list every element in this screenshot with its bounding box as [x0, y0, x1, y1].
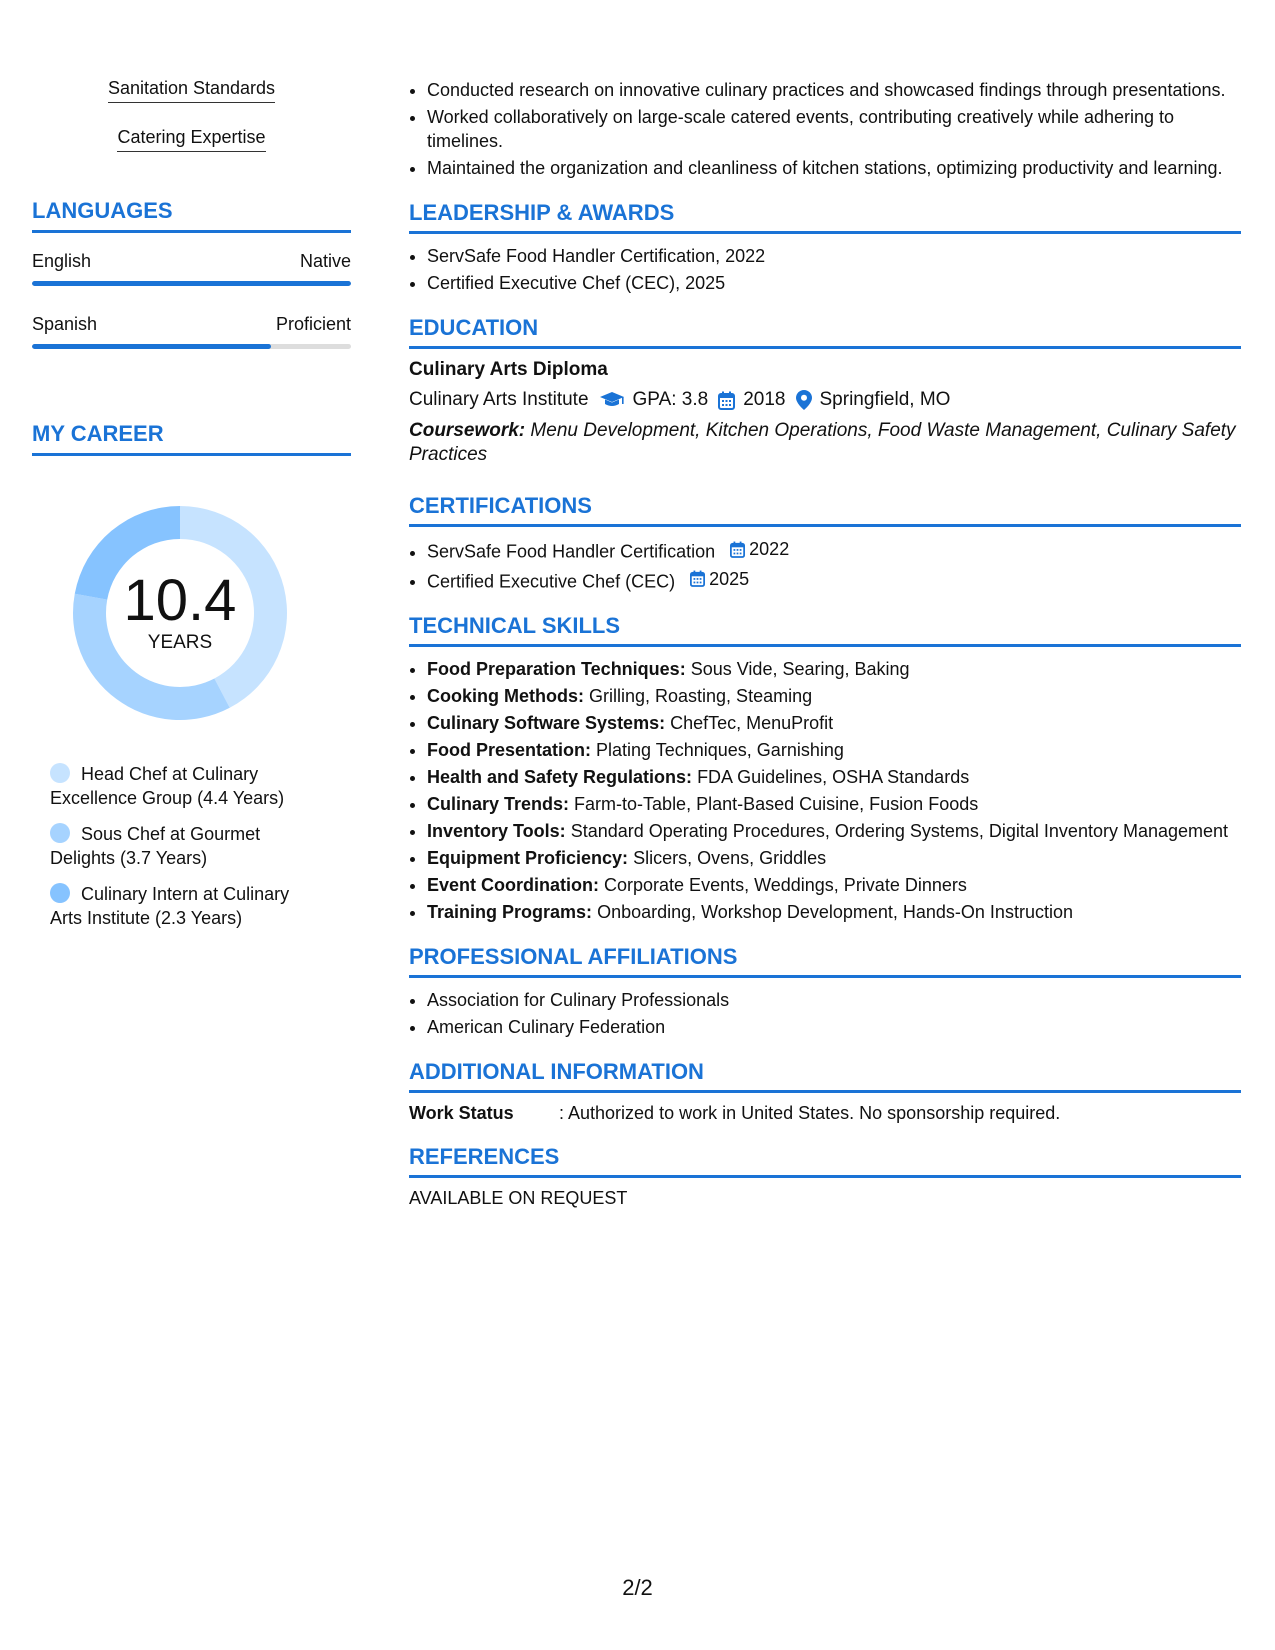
language-level: Proficient — [275, 314, 351, 334]
legend-item: Culinary Intern at Culinary Arts Institute (2.3 Years) — [50, 884, 290, 928]
language-row — [32, 314, 351, 349]
experience-bullets — [409, 78, 1241, 180]
list-item: • Cooking Methods: Grilling, Roasting, Steaming — [427, 684, 1241, 708]
list-item: • Worked collaboratively on large-scale catered events, contributing creatively while adhering to timelines. — [427, 105, 1241, 153]
calendar-icon — [730, 541, 745, 558]
legend-item: Head Chef at Culinary Excellence Group (4.4 Years) — [50, 764, 285, 808]
list-item: • Event Coordination: Corporate Events, Weddings, Private Dinners — [427, 873, 1241, 897]
work-status-row — [409, 1103, 1241, 1124]
main-content — [409, 78, 1241, 1209]
languages-heading: LANGUAGES — [32, 198, 351, 233]
legend-dot — [50, 883, 70, 903]
technical-skills-list — [409, 657, 1241, 924]
language-level: Native — [299, 251, 351, 271]
legend-item: Sous Chef at Gourmet Delights (3.7 Years) — [50, 824, 261, 868]
coursework: Coursework: Menu Development, Kitchen Operations, Food Waste Management, Culinary Safety Practices — [409, 420, 1236, 465]
list-item: • Health and Safety Regulations: FDA Guidelines, OSHA Standards — [427, 765, 1241, 789]
degree-title: Culinary Arts Diploma — [409, 359, 608, 380]
skill-item: Sanitation Standards — [32, 78, 351, 103]
list-item: • Culinary Trends: Farm-to-Table, Plant-Based Cuisine, Fusion Foods — [427, 792, 1241, 816]
list-item: • ServSafe Food Handler Certification 2022 — [427, 537, 1241, 564]
legend-dot — [50, 763, 70, 783]
graduation-cap-icon — [599, 391, 625, 409]
certifications-list — [409, 537, 1241, 593]
language-bar — [32, 281, 351, 286]
list-item: • Certified Executive Chef (CEC), 2025 — [427, 271, 1241, 295]
career-donut — [67, 500, 293, 726]
school-name: Culinary Arts Institute — [409, 389, 589, 410]
leadership-list — [409, 244, 1241, 295]
career-total: 10.4 — [123, 568, 237, 633]
education-details — [409, 389, 1241, 411]
page-number: 2/2 — [622, 1575, 653, 1600]
list-item: • Maintained the organization and cleanliness of kitchen stations, optimizing productivity and learning. — [427, 156, 1241, 180]
language-bar-fill — [32, 281, 351, 286]
career-legend — [50, 762, 310, 930]
list-item: • Certified Executive Chef (CEC) 2025 — [427, 567, 1241, 594]
references-text: AVAILABLE ON REQUEST — [409, 1188, 628, 1208]
career-heading: MY CAREER — [32, 421, 351, 456]
calendar-icon — [690, 570, 705, 587]
language-name: Spanish — [32, 314, 98, 334]
work-status-label: Work Status — [409, 1103, 514, 1123]
list-item: • American Culinary Federation — [427, 1015, 1241, 1039]
leadership-heading: LEADERSHIP & AWARDS — [409, 200, 1241, 234]
skill-item: Catering Expertise — [32, 127, 351, 152]
education-heading: EDUCATION — [409, 315, 1241, 349]
list-item: • Food Presentation: Plating Techniques, Garnishing — [427, 738, 1241, 762]
list-item: • Conducted research on innovative culinary practices and showcased findings through presentations. — [427, 78, 1241, 102]
graduation-year: 2018 — [743, 389, 786, 410]
affiliations-heading: PROFESSIONAL AFFILIATIONS — [409, 944, 1241, 978]
list-item: • Training Programs: Onboarding, Workshop Development, Hands-On Instruction — [427, 900, 1241, 924]
legend-dot — [50, 823, 70, 843]
affiliations-list — [409, 988, 1241, 1039]
language-name: English — [32, 251, 92, 271]
school-location: Springfield, MO — [819, 389, 951, 410]
calendar-icon — [718, 391, 735, 410]
work-status-value: : Authorized to work in United States. No sponsorship required. — [559, 1103, 1061, 1123]
location-pin-icon — [796, 390, 812, 410]
list-item: • Association for Culinary Professionals — [427, 988, 1241, 1012]
list-item: • Food Preparation Techniques: Sous Vide, Searing, Baking — [427, 657, 1241, 681]
list-item: • Culinary Software Systems: ChefTec, MenuProfit — [427, 711, 1241, 735]
list-item: • ServSafe Food Handler Certification, 2022 — [427, 244, 1241, 268]
sidebar — [32, 78, 351, 942]
additional-info-heading: ADDITIONAL INFORMATION — [409, 1059, 1241, 1093]
technical-skills-heading: TECHNICAL SKILLS — [409, 613, 1241, 647]
career-unit: YEARS — [147, 632, 213, 653]
list-item: • Equipment Proficiency: Slicers, Ovens, Griddles — [427, 846, 1241, 870]
gpa: GPA: 3.8 — [632, 389, 709, 410]
references-heading: REFERENCES — [409, 1144, 1241, 1178]
language-row — [32, 251, 351, 286]
list-item: • Inventory Tools: Standard Operating Procedures, Ordering Systems, Digital Inventory Management — [427, 819, 1241, 843]
certifications-heading: CERTIFICATIONS — [409, 493, 1241, 527]
